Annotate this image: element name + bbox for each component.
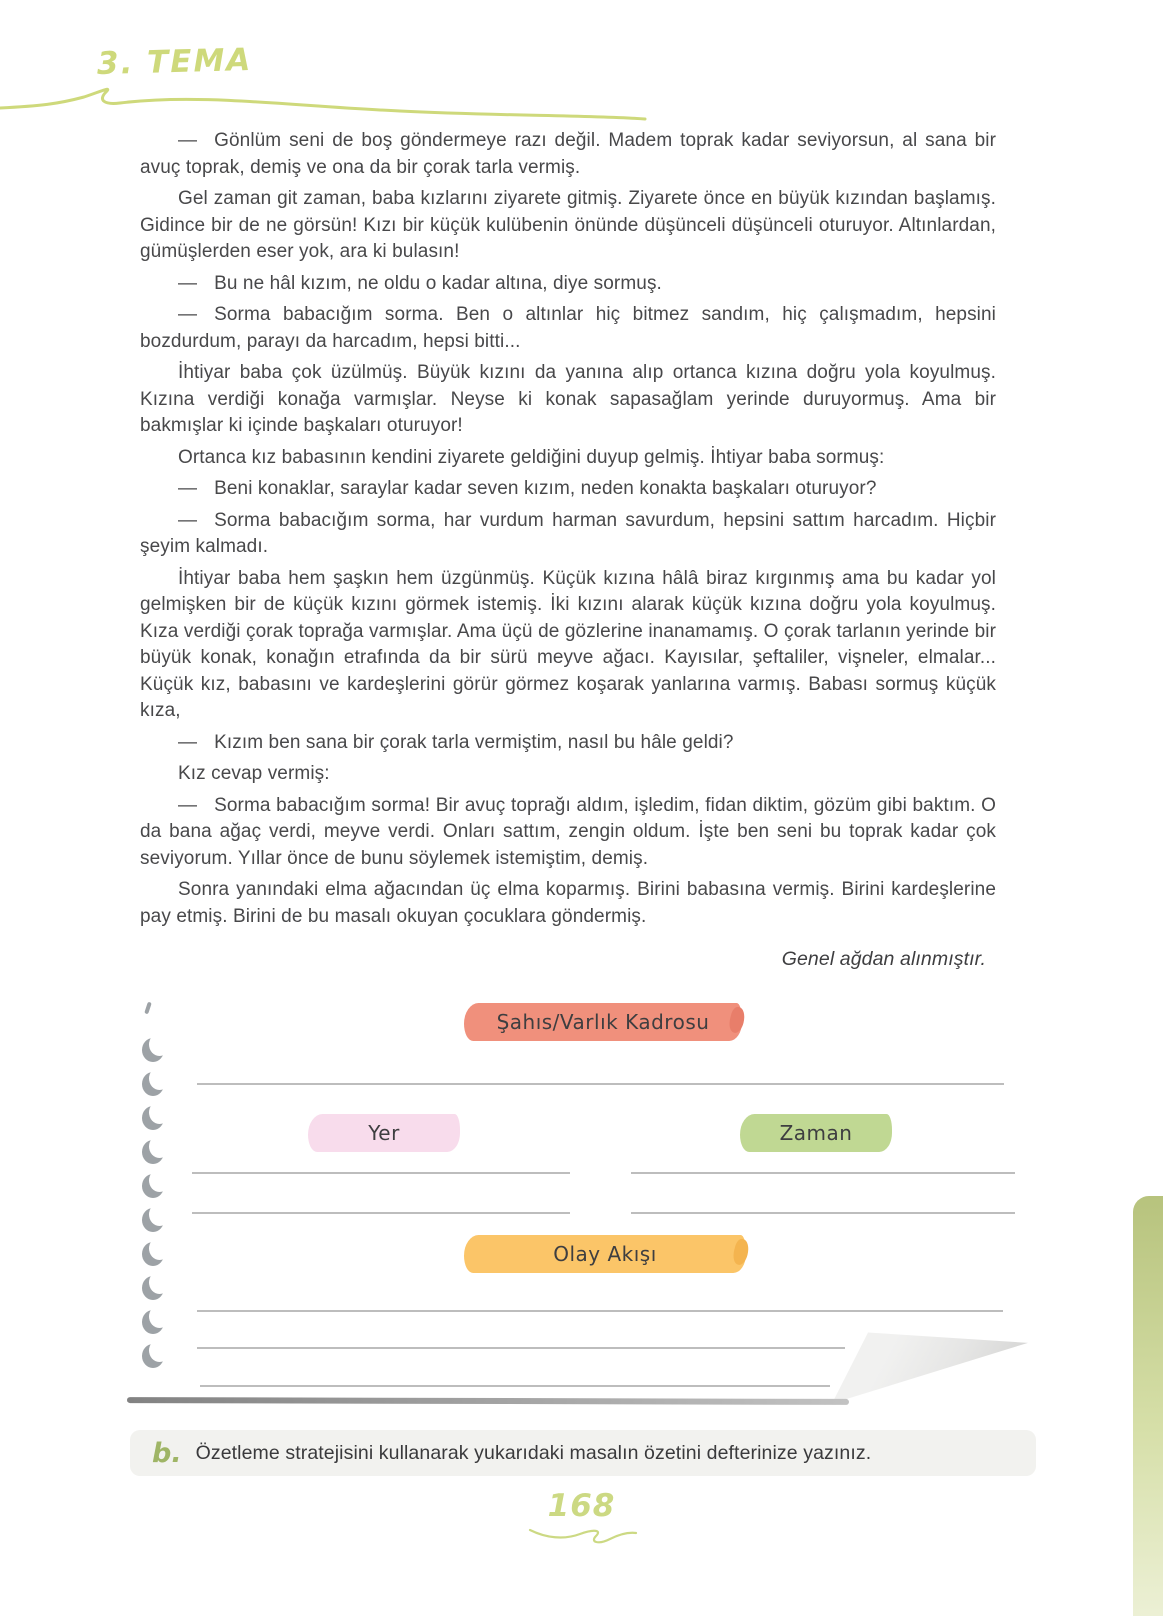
binding-crescent-icon <box>142 1242 164 1266</box>
dialogue-paragraph: — Sorma babacığım sorma. Ben o altınlar hiç bitmez sandım, hiç çalışmadım, hepsini bozdurdum, parayı da harcadım, hepsi bitti... <box>140 304 996 352</box>
binding-crescent-icon <box>142 1038 164 1062</box>
binding-crescent-icon <box>142 1174 164 1198</box>
answer-line[interactable] <box>192 1212 570 1214</box>
characters-label-text: Şahıs/Varlık Kadrosu <box>496 1010 710 1034</box>
story-paragraphs <box>140 128 996 930</box>
narrative-paragraph: İhtiyar baba hem şaşkın hem üzgünmüş. Küçük kızına hâlâ biraz kırgınmış ama bu kadar yol gelmişken bir de küçük kızını görmek istemiş. İki kızını alarak küçük kızına doğru yola koyulmuş. Kıza verdiği çorak toprağa varmışlar. Ama üçü de gözlerine inanamamış. O çorak tarlanın yerinde bir büyük konak, konağın etrafında da bir sürü meyve ağacı. Kayısılar, şeftaliler, vişneler, elmalar... Küçük kız, babasını ve kardeşlerini görür görmez koşarak yanlarına varmış. Babası sormuş küçük kıza, <box>140 567 996 721</box>
dialogue-dash: — <box>178 731 198 753</box>
characters-label <box>464 1003 742 1041</box>
highlight-notch <box>727 1006 747 1035</box>
footer-swirl-icon <box>528 1522 638 1548</box>
dialogue-paragraph: — Kızım ben sana bir çorak tarla vermiştim, nasıl bu hâle geldi? <box>178 731 734 753</box>
binding-crescent-icon <box>142 1106 164 1130</box>
dialogue-paragraph: — Bu ne hâl kızım, ne oldu o kadar altına, diye sormuş. <box>178 272 662 294</box>
binding-crescent-icon <box>142 1140 164 1164</box>
source-attribution: Genel ağdan alınmıştır. <box>781 948 986 970</box>
answer-line[interactable] <box>631 1212 1015 1214</box>
binding-crescent-icon <box>142 1072 164 1096</box>
binding-crescent-icon <box>142 1276 164 1300</box>
task-text: Özetleme stratejisini kullanarak yukarıdaki masalın özetini defterinize yazınız. <box>195 1441 872 1464</box>
dialogue-dash: — <box>178 794 198 816</box>
narrative-paragraph: İhtiyar baba çok üzülmüş. Büyük kızını da yanına alıp ortanca kızına doğru yola koyulmuş. Kızına verdiği konağa varmışlar. Neyse ki konak sapasağlam yerinde duruyormuş. Ama bir bakmışlar ki içinde başkaları oturuyor! <box>140 362 996 436</box>
narrative-paragraph: Ortanca kız babasının kendini ziyarete geldiğini duyup gelmiş. İhtiyar baba sormuş: <box>178 446 885 468</box>
dialogue-dash: — <box>178 304 198 325</box>
dialogue-paragraph: — Gönlüm seni de boş göndermeye razı değil. Madem toprak kadar seviyorsun, al sana bir avuç toprak, demiş ve ona da bir çorak tarla vermiş. <box>140 130 996 178</box>
answer-line[interactable] <box>200 1385 830 1387</box>
plot-label <box>464 1235 746 1273</box>
place-label-text: Yer <box>368 1121 400 1145</box>
binding-crescent-icon <box>142 1310 164 1334</box>
task-bullet: b. <box>152 1437 182 1469</box>
time-label-text: Zaman <box>779 1121 853 1145</box>
dialogue-paragraph: — Sorma babacığım sorma, har vurdum harman savurdum, hepsini sattım harcadım. Hiçbir şeyim kalmadı. <box>140 509 996 557</box>
place-label <box>308 1114 460 1152</box>
answer-line[interactable] <box>197 1083 1004 1085</box>
narrative-paragraph: Gel zaman git zaman, baba kızlarını ziyarete gitmiş. Ziyarete önce en büyük kızından başlamış. Gidince bir de ne görsün! Kızı bir küçük kulübenin önünde düşünceli düşünceli oturuyor. Altınlardan, gümüşlerden eser yok, ara ki bulasın! <box>140 188 996 262</box>
time-label <box>740 1114 892 1152</box>
chapter-edge-tab <box>1133 1196 1163 1616</box>
answer-line[interactable] <box>192 1172 570 1174</box>
story-text <box>140 128 996 973</box>
binding-crescent-icon <box>142 1344 164 1368</box>
page-number: 168 <box>547 1488 616 1524</box>
swirl-underline-icon <box>0 82 650 132</box>
narrative-paragraph: Sonra yanındaki elma ağacından üç elma koparmış. Birini babasına vermiş. Birini kardeşlerine pay etmiş. Birini de bu masalı okuyan çocuklara göndermiş. <box>140 879 996 927</box>
dialogue-dash: — <box>178 272 198 294</box>
dialogue-dash: — <box>178 478 198 499</box>
binding-tick-icon <box>144 1002 152 1015</box>
binding-crescent-icon <box>142 1208 164 1232</box>
narrative-paragraph: Kız cevap vermiş: <box>178 763 330 784</box>
dialogue-dash: — <box>178 509 198 531</box>
plot-label-text: Olay Akışı <box>553 1242 657 1266</box>
answer-line[interactable] <box>631 1172 1015 1174</box>
page-corner-fold <box>828 1331 1028 1405</box>
answer-line[interactable] <box>197 1347 845 1349</box>
task-box <box>130 1430 1036 1476</box>
answer-line[interactable] <box>197 1310 1003 1312</box>
highlight-notch <box>731 1238 751 1267</box>
dialogue-paragraph: — Beni konaklar, saraylar kadar seven kızım, neden konakta başkaları oturuyor? <box>178 478 877 499</box>
theme-title: 3. TEMA <box>96 41 253 83</box>
dialogue-paragraph: — Sorma babacığım sorma! Bir avuç toprağı aldım, işledim, fidan diktim, gözüm gibi baktım. O da bana ağaç verdi, meyve verdi. Onları sattım, zengin oldum. İşte ben seni bu toprak kadar çok seviyorum. Yıllar önce de bunu söylemek istemiştim, demiş. <box>140 794 996 869</box>
paper-shadow <box>127 1397 849 1405</box>
dialogue-dash: — <box>178 130 198 151</box>
